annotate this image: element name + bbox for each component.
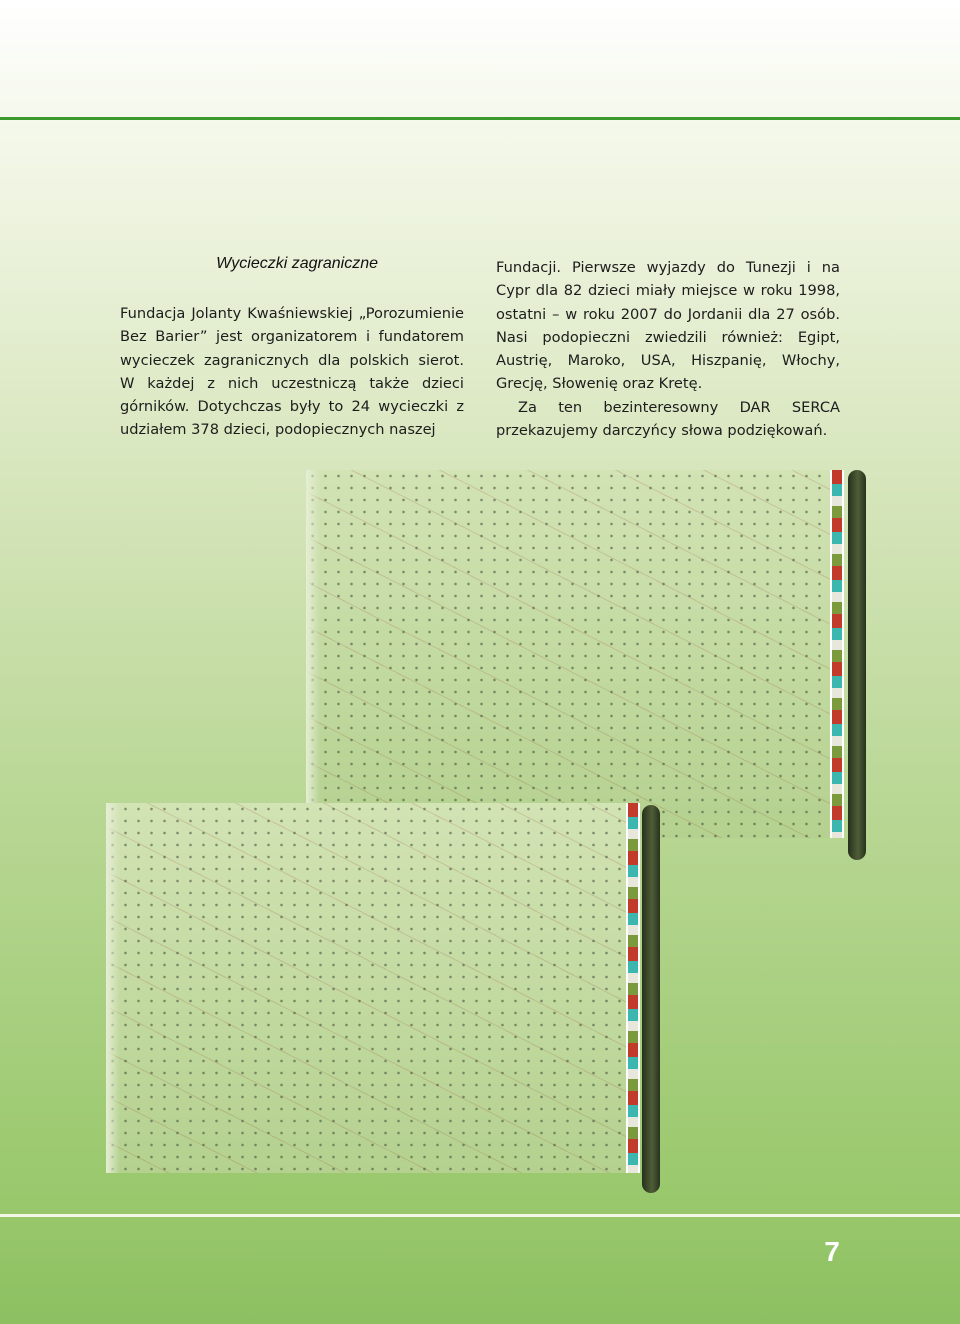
right-paragraph-2: Za ten bezinteresowny DAR SERCA przekazujemy darczyńcy słowa podziękowań.: [496, 398, 840, 440]
photo-1-frame-post: [848, 470, 866, 860]
page-number: 7: [824, 1236, 840, 1267]
photo-2-frame-edge: [626, 803, 640, 1173]
photo-2-frame-post: [642, 805, 660, 1193]
section-heading: Wycieczki zagraniczne: [216, 255, 378, 272]
photo-1-frame-edge: [830, 470, 844, 838]
right-text-column: [496, 256, 840, 442]
bottom-divider-line: [0, 1214, 960, 1217]
trip-photo-1: [306, 470, 844, 838]
top-divider-line: [0, 117, 960, 120]
trip-photo-2: [106, 803, 638, 1173]
left-paragraph: Fundacja Jolanty Kwaśniewskiej „Porozumienie Bez Barier” jest organizatorem i fundatorem wycieczek zagranicznych dla polskich sierot. W każdej z nich uczestniczą także dzieci górników. Dotychczas były to 24 wycieczki z udziałem 378 dzieci, podopiecznych naszej: [120, 305, 464, 439]
left-text-column: [120, 302, 464, 442]
right-paragraph-1: Fundacji. Pierwsze wyjazdy do Tunezji i na Cypr dla 82 dzieci miały miejsce w roku 1998, ostatni – w roku 2007 do Jordanii dla 27 osób. Nasi podopieczni zwiedzili również: Egipt, Austrię, Maroko, USA, Hiszpanię, Włochy, Grecję, Słowenię oraz Kretę.: [496, 259, 840, 393]
